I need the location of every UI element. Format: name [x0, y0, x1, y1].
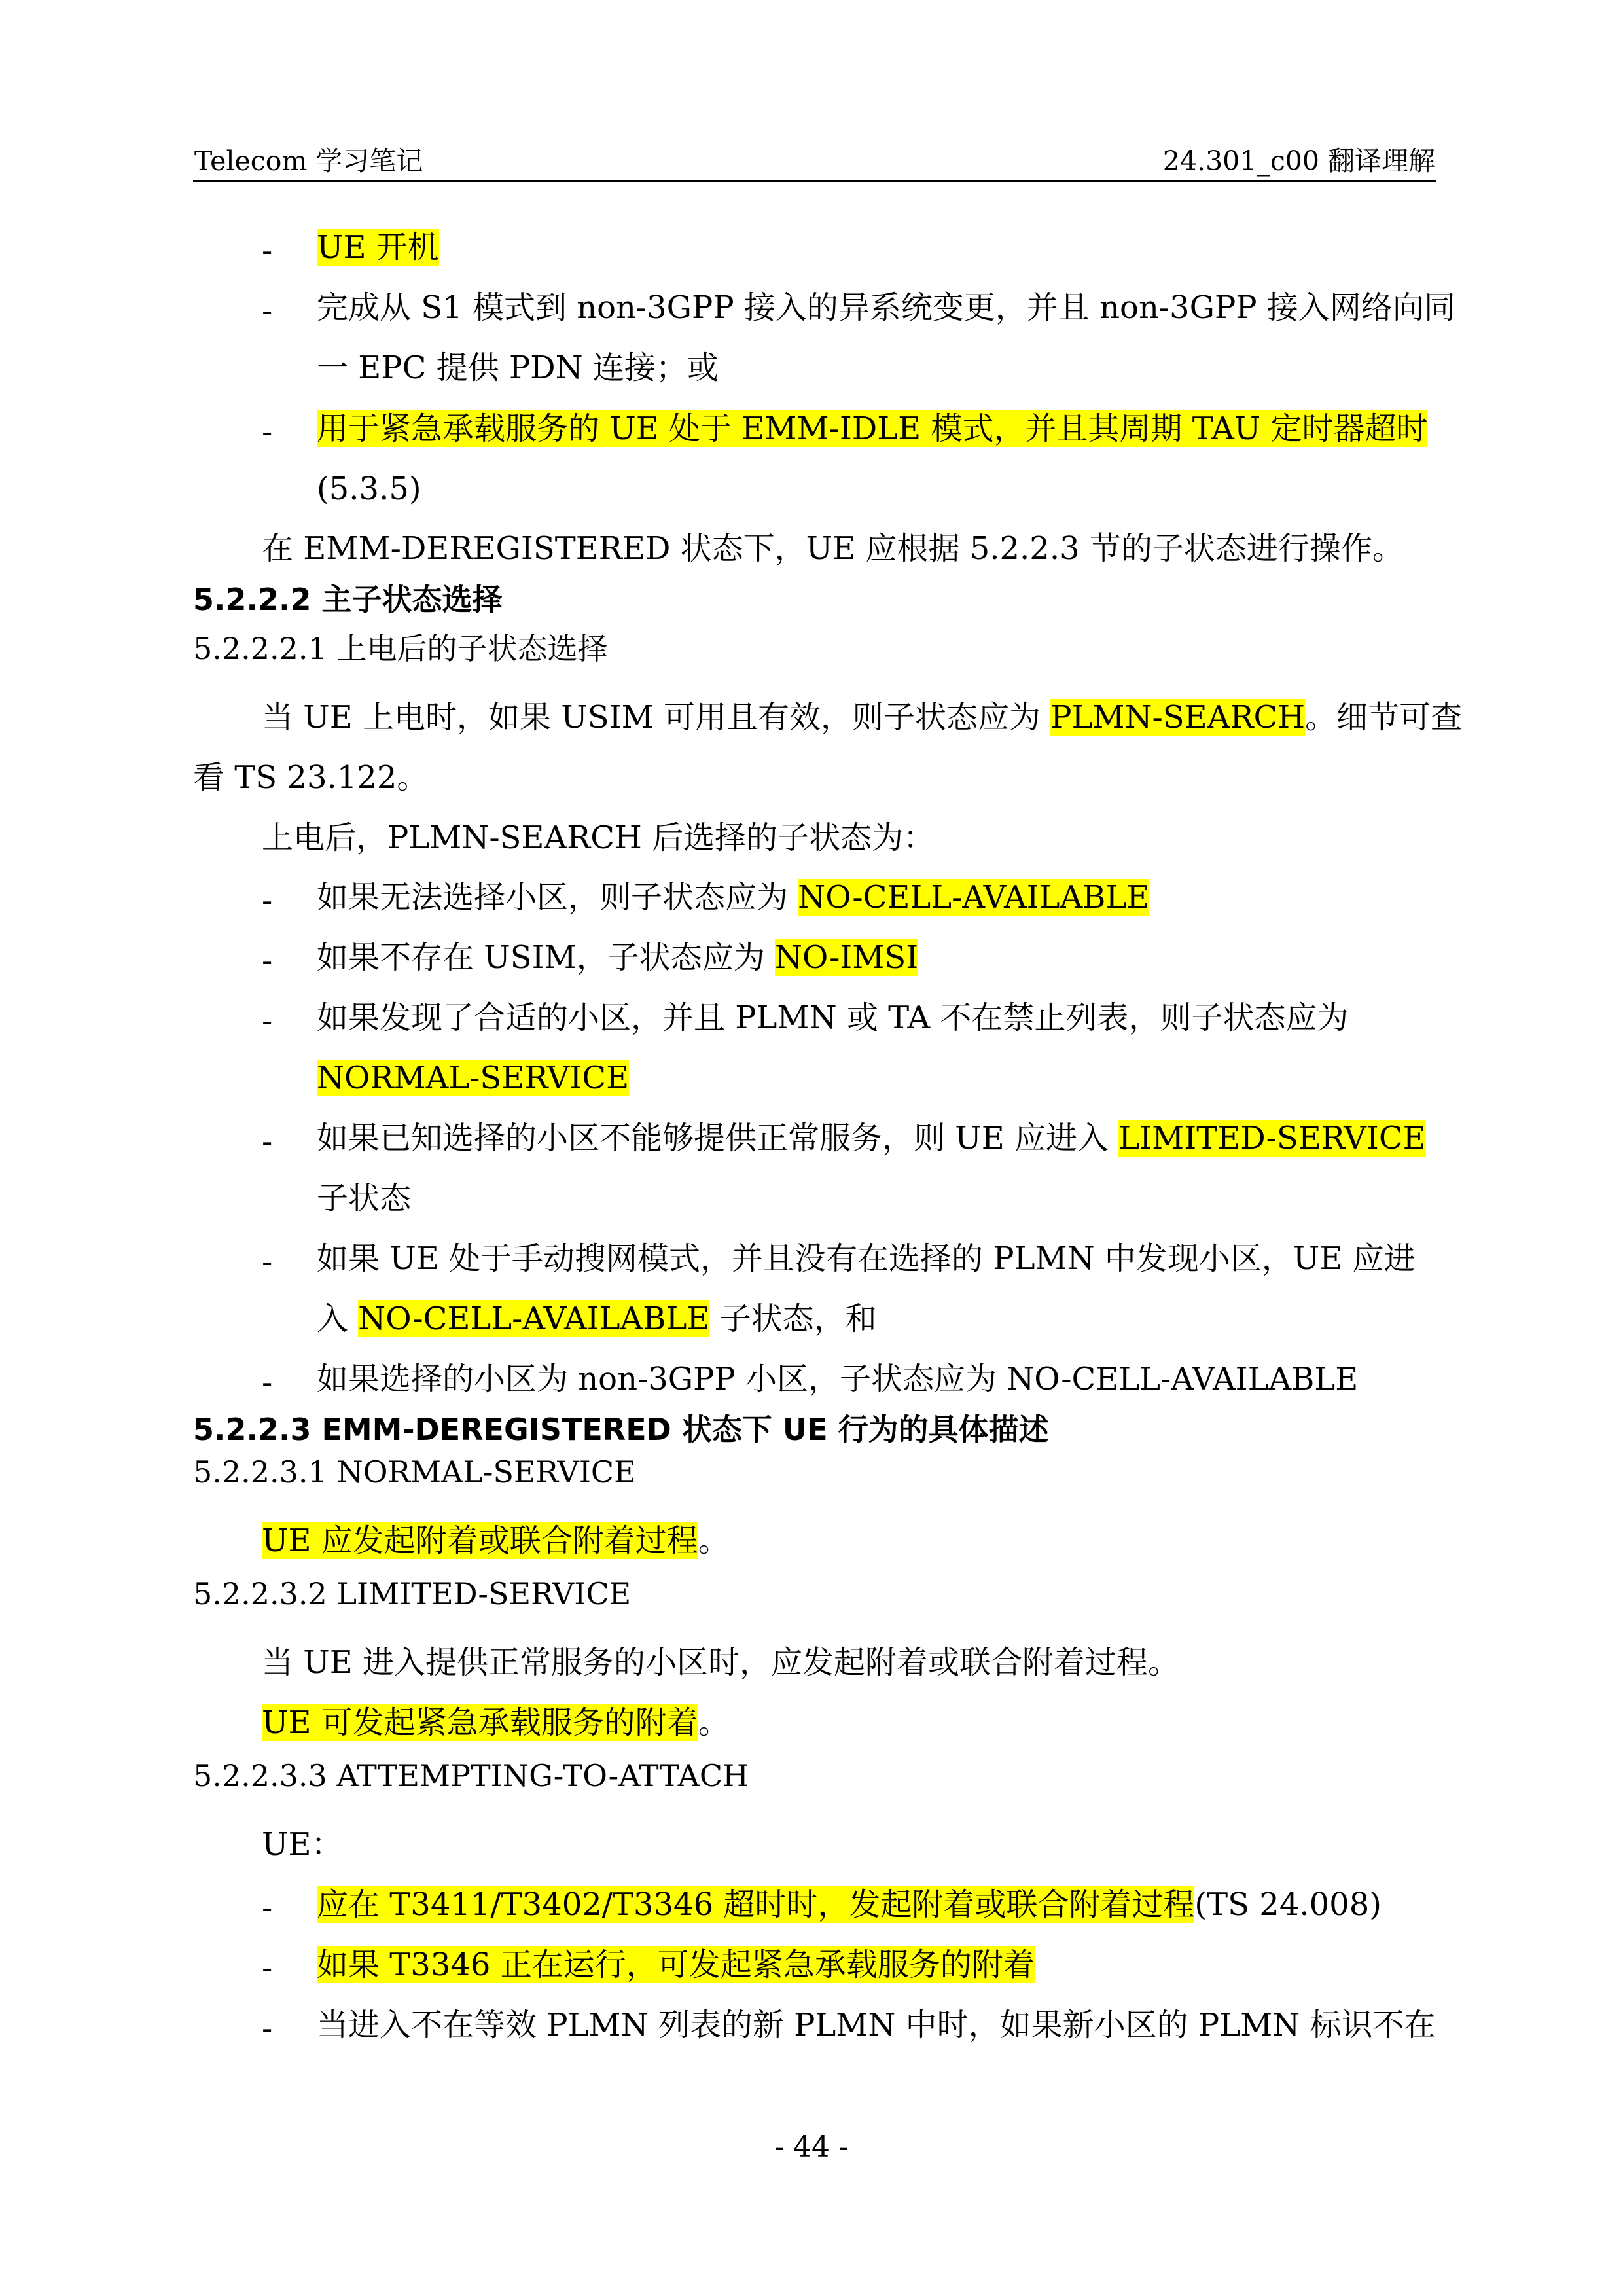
list-item-continuation: 一 EPC 提供 PDN 连接；或: [317, 350, 719, 386]
paragraph: 上电后，PLMN-SEARCH 后选择的子状态为：: [262, 819, 935, 856]
header-title: Telecom 学习笔记: [194, 145, 423, 177]
list-item: 如果已知选择的小区不能够提供正常服务，则 UE 应进入 LIMITED-SERVICE: [317, 1120, 1426, 1157]
subsection-heading: 5.2.2.3.1 NORMAL-SERVICE: [193, 1454, 636, 1490]
section-heading: 5.2.2.3 EMM-DEREGISTERED 状态下 UE 行为的具体描述: [193, 1412, 1049, 1447]
header-doc-id: 24.301_c00 翻译理解: [1162, 145, 1435, 177]
bullet-dash: -: [262, 414, 273, 450]
list-item: 完成从 S1 模式到 non-3GPP 接入的异系统变更，并且 non-3GPP 接入网络向同: [317, 289, 1455, 326]
list-item-continuation: 入 NO-CELL-AVAILABLE 子状态，和: [317, 1300, 877, 1337]
bullet-dash: -: [262, 942, 273, 979]
list-item: 如果不存在 USIM，子状态应为 NO-IMSI: [317, 939, 919, 976]
paragraph-continuation: 看 TS 23.122。: [193, 759, 429, 796]
page-number: - 44 -: [774, 2130, 849, 2164]
list-item: 应在 T3411/T3402/T3346 超时时，发起附着或联合附着过程(TS 24.008): [317, 1886, 1382, 1923]
bullet-dash: -: [262, 882, 273, 919]
bullet-dash: -: [262, 1123, 273, 1160]
bullet-dash: -: [262, 1364, 273, 1401]
list-item-continuation: (5.3.5): [317, 471, 421, 507]
list-item: 如果选择的小区为 non-3GPP 小区，子状态应为 NO-CELL-AVAILABLE: [317, 1361, 1359, 1397]
subsection-heading: 5.2.2.3.2 LIMITED-SERVICE: [193, 1576, 632, 1611]
page-header: [193, 134, 1436, 182]
bullet-dash: -: [262, 2010, 273, 2047]
list-item-continuation: NORMAL-SERVICE: [317, 1060, 630, 1096]
bullet-dash: -: [262, 293, 273, 329]
list-item: 如果 T3346 正在运行，可发起紧急承载服务的附着: [317, 1946, 1035, 1983]
bullet-dash: -: [262, 232, 273, 269]
list-item: 如果 UE 处于手动搜网模式，并且没有在选择的 PLMN 中发现小区，UE 应进: [317, 1240, 1416, 1277]
section-heading: 5.2.2.2 主子状态选择: [193, 582, 503, 617]
bullet-dash: -: [262, 1003, 273, 1039]
bullet-dash: -: [262, 1890, 273, 1926]
subsection-heading: 5.2.2.2.1 上电后的子状态选择: [193, 631, 608, 666]
bullet-dash: -: [262, 1950, 273, 1986]
list-item-continuation: 子状态: [317, 1180, 412, 1217]
list-item: 当进入不在等效 PLMN 列表的新 PLMN 中时，如果新小区的 PLMN 标识不在: [317, 2007, 1436, 2043]
subsection-heading: 5.2.2.3.3 ATTEMPTING-TO-ATTACH: [193, 1758, 749, 1793]
paragraph: UE 应发起附着或联合附着过程。: [262, 1522, 730, 1559]
paragraph: UE：: [262, 1826, 343, 1863]
paragraph: 当 UE 进入提供正常服务的小区时，应发起附着或联合附着过程。: [262, 1644, 1180, 1681]
list-item: 如果发现了合适的小区，并且 PLMN 或 TA 不在禁止列表，则子状态应为: [317, 999, 1349, 1036]
list-item: UE 开机: [317, 229, 439, 266]
paragraph: 当 UE 上电时，如果 USIM 可用且有效，则子状态应为 PLMN-SEARCH。细节可查: [262, 699, 1463, 736]
paragraph: 在 EMM-DEREGISTERED 状态下，UE 应根据 5.2.2.3 节的子状态进行操作。: [262, 530, 1404, 567]
list-item: 如果无法选择小区，则子状态应为 NO-CELL-AVAILABLE: [317, 879, 1150, 916]
paragraph: UE 可发起紧急承载服务的附着。: [262, 1704, 730, 1741]
list-item: 用于紧急承载服务的 UE 处于 EMM-IDLE 模式，并且其周期 TAU 定时器超时: [317, 410, 1428, 447]
bullet-dash: -: [262, 1244, 273, 1280]
